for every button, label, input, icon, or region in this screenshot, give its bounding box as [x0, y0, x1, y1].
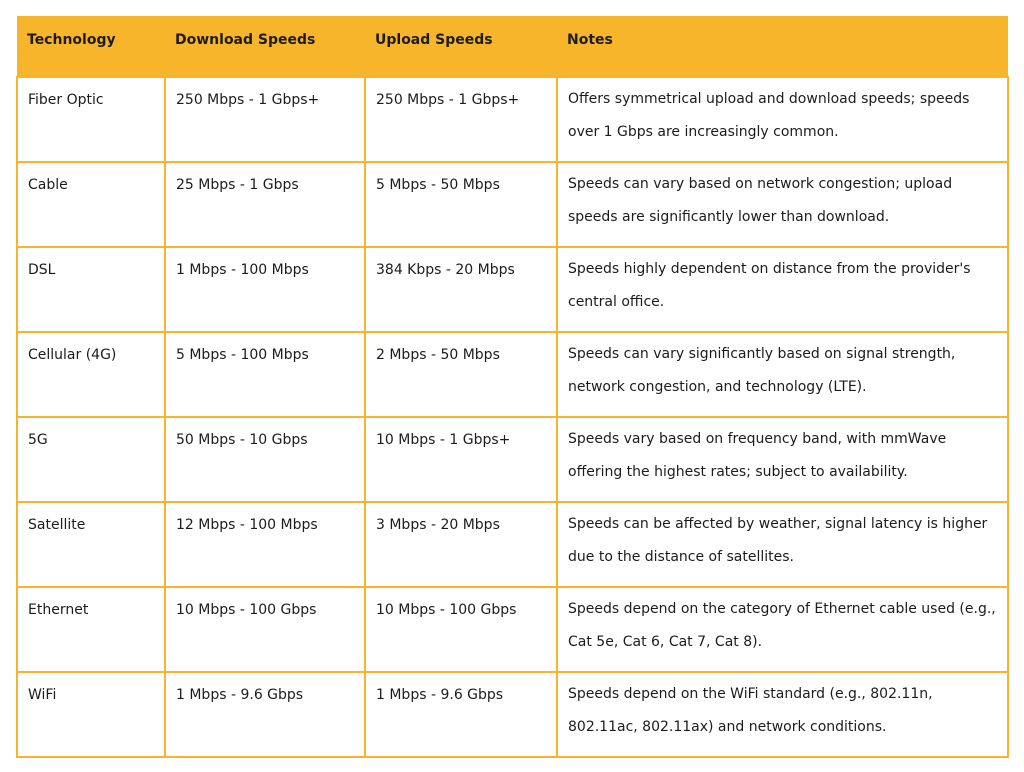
- table-row: [17, 502, 1008, 587]
- cell-download: 5 Mbps - 100 Mbps: [165, 332, 365, 417]
- cell-download: 250 Mbps - 1 Gbps+: [165, 77, 365, 162]
- cell-notes: Speeds vary based on frequency band, with mmWave offering the highest rates; subject to availability.: [557, 417, 1008, 502]
- cell-upload: 384 Kbps - 20 Mbps: [365, 247, 557, 332]
- cell-notes: Speeds can vary significantly based on signal strength, network congestion, and technology (LTE).: [557, 332, 1008, 417]
- table-header: [17, 16, 1008, 77]
- table-row: [17, 162, 1008, 247]
- cell-technology: Ethernet: [17, 587, 165, 672]
- cell-upload: 250 Mbps - 1 Gbps+: [365, 77, 557, 162]
- cell-notes: Speeds depend on the category of Ethernet cable used (e.g., Cat 5e, Cat 6, Cat 7, Cat 8).: [557, 587, 1008, 672]
- table-body: [17, 77, 1008, 757]
- cell-technology: Cellular (4G): [17, 332, 165, 417]
- cell-upload: 10 Mbps - 100 Gbps: [365, 587, 557, 672]
- cell-upload: 5 Mbps - 50 Mbps: [365, 162, 557, 247]
- table-row: [17, 247, 1008, 332]
- cell-technology: DSL: [17, 247, 165, 332]
- cell-notes: Offers symmetrical upload and download speeds; speeds over 1 Gbps are increasingly common.: [557, 77, 1008, 162]
- cell-notes: Speeds depend on the WiFi standard (e.g., 802.11n, 802.11ac, 802.11ax) and network conditions.: [557, 672, 1008, 757]
- cell-technology: Fiber Optic: [17, 77, 165, 162]
- cell-download: 1 Mbps - 9.6 Gbps: [165, 672, 365, 757]
- header-row: [17, 16, 1008, 77]
- cell-download: 10 Mbps - 100 Gbps: [165, 587, 365, 672]
- table-row: [17, 587, 1008, 672]
- cell-notes: Speeds highly dependent on distance from the provider's central office.: [557, 247, 1008, 332]
- cell-upload: 1 Mbps - 9.6 Gbps: [365, 672, 557, 757]
- cell-technology: WiFi: [17, 672, 165, 757]
- table-row: [17, 77, 1008, 162]
- cell-download: 25 Mbps - 1 Gbps: [165, 162, 365, 247]
- header-technology: Technology: [17, 16, 165, 77]
- table-row: [17, 332, 1008, 417]
- header-notes: Notes: [557, 16, 1008, 77]
- table-row: [17, 672, 1008, 757]
- cell-download: 50 Mbps - 10 Gbps: [165, 417, 365, 502]
- cell-upload: 3 Mbps - 20 Mbps: [365, 502, 557, 587]
- speed-comparison-table-container: [16, 16, 1007, 758]
- cell-upload: 10 Mbps - 1 Gbps+: [365, 417, 557, 502]
- cell-technology: Satellite: [17, 502, 165, 587]
- header-upload-speeds: Upload Speeds: [365, 16, 557, 77]
- cell-technology: Cable: [17, 162, 165, 247]
- header-download-speeds: Download Speeds: [165, 16, 365, 77]
- cell-notes: Speeds can vary based on network congestion; upload speeds are significantly lower than download.: [557, 162, 1008, 247]
- cell-notes: Speeds can be affected by weather, signal latency is higher due to the distance of satellites.: [557, 502, 1008, 587]
- cell-upload: 2 Mbps - 50 Mbps: [365, 332, 557, 417]
- cell-download: 12 Mbps - 100 Mbps: [165, 502, 365, 587]
- cell-download: 1 Mbps - 100 Mbps: [165, 247, 365, 332]
- speed-comparison-table: [16, 16, 1009, 758]
- table-row: [17, 417, 1008, 502]
- cell-technology: 5G: [17, 417, 165, 502]
